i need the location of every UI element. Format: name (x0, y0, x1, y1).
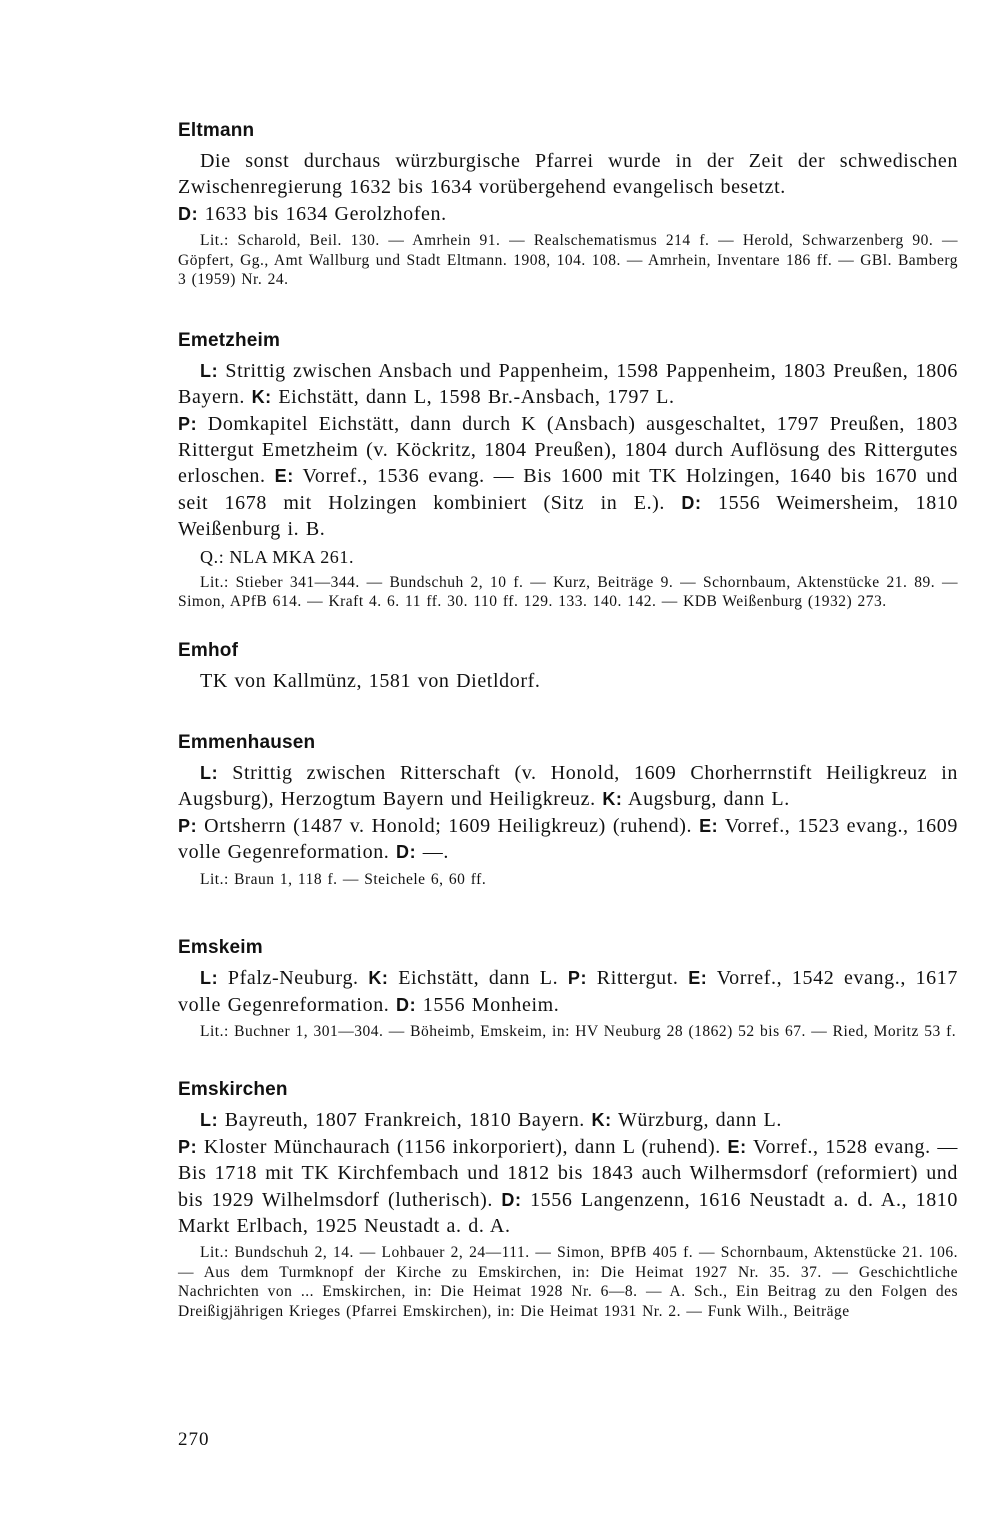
entry-title: Emmenhausen (178, 731, 316, 753)
keyword-d: D: (501, 1189, 522, 1210)
entry-body (178, 760, 958, 866)
body-text: Rittergut. (587, 967, 689, 990)
keyword-l: L: (200, 968, 219, 989)
keyword-e: E: (727, 1136, 747, 1157)
body-text: Kloster Münchaurach (1156 inkorporiert), dann L (ruhend). (197, 1135, 728, 1158)
body-text: —. (416, 841, 450, 864)
keyword-e: E: (688, 968, 708, 989)
literature: Lit.: Braun 1, 118 f. — Steichele 6, 60 ff. (200, 870, 487, 888)
body-text: 1556 Monheim. (416, 993, 560, 1016)
body-text: Vorref., 1542 evang., 1617 volle Gegenreformation. (178, 967, 958, 1016)
keyword-e: E: (274, 466, 294, 487)
body-text: Eichstätt, dann L. (388, 967, 568, 990)
body-text: 1633 bis 1634 Gerolzhofen. (198, 202, 447, 225)
entry-body (178, 148, 958, 227)
body-text: Strittig zwischen Ritterschaft (v. Honold, 1609 Chorherrnstift Heiligkreuz in Augsburg), Herzogtum Bayern und Heiligkreuz. (178, 761, 958, 811)
literature: Lit.: Stieber 341—344. — Bundschuh 2, 10 f. — Kurz, Beiträge 9. — Schornbaum, Aktenstücke 21. 89. — Simon, APfB 614. — Kraft 4. 6. 11 ff. 30. 110 ff. 129. 133. 140. 142. — KDB Weißenburg (1932) 273. (178, 573, 958, 611)
keyword-d: D: (396, 994, 417, 1015)
body-text: Strittig zwischen Ansbach und Pappenheim, 1598 Pappenheim, 1803 Preußen, 1806 Bayern. (178, 359, 958, 409)
body-text: 1556 Langenzenn, 1616 Neustadt a. d. A., 1810 Markt Erlbach, 1925 Neustadt a. d. A. (178, 1188, 958, 1238)
body-text: Vorref., 1523 evang., 1609 volle Gegenreformation. (178, 814, 958, 864)
keyword-k: K: (602, 789, 623, 810)
keyword-l: L: (200, 1110, 219, 1131)
literature: Lit.: Scharold, Beil. 130. — Amrhein 91. — Realschematismus 214 f. — Herold, Schwarzenberg 90. — Göpfert, Gg., Amt Wallburg und Stadt Eltmann. 1908, 104. 108. — Amrhein, Inventare 186 ff. — GBl. Bamberg 3 (1959) Nr. 24. (178, 232, 958, 289)
body-text: Domkapitel Eichstätt, dann durch K (Ansbach) ausgeschaltet, 1797 Preußen, 1803 Rittergut Emetzheim (v. Köckritz, 1804 Preußen), 1804 durch Auflösung des Rittergutes erloschen. (178, 412, 958, 488)
page-content (178, 118, 958, 1321)
body-text: Bayreuth, 1807 Frankreich, 1810 Bayern. (218, 1109, 592, 1132)
entry-body (178, 965, 958, 1018)
page-number: 270 (178, 1429, 210, 1450)
keyword-p: P: (178, 413, 198, 434)
keyword-d: D: (178, 203, 199, 224)
keyword-p: P: (178, 1136, 198, 1157)
keyword-l: L: (200, 360, 219, 381)
literature: Lit.: Buchner 1, 301—304. — Böheimb, Emskeim, in: HV Neuburg 28 (1862) 52 bis 67. — Ried, Moritz 53 f. (200, 1022, 957, 1040)
body-text: Die sonst durchaus würzburgische Pfarrei wurde in der Zeit der schwedischen Zwischenregierung 1632 bis 1634 vorübergehend evangelisch besetzt. (178, 150, 958, 199)
body-text: Ortsherrn (1487 v. Honold; 1609 Heiligkreuz) (ruhend). (197, 814, 700, 837)
entry-title: Emskirchen (178, 1079, 288, 1101)
keyword-e: E: (699, 815, 719, 836)
keyword-l: L: (200, 762, 219, 783)
keyword-p: P: (567, 968, 588, 989)
keyword-k: K: (251, 387, 272, 408)
keyword-k: K: (591, 1110, 612, 1131)
body-text: 1556 Weimersheim, 1810 Weißenburg i. B. (178, 491, 959, 541)
entry-title: Emhof (178, 639, 239, 661)
body-text: Würzburg, dann L. (611, 1109, 782, 1132)
entry-body (178, 1107, 958, 1239)
body-text: Augsburg, dann L. (622, 788, 790, 811)
entry-eltmann (178, 118, 958, 290)
keyword-d: D: (396, 842, 417, 863)
entry-emskirchen (178, 1077, 958, 1321)
entry-title: Emskeim (178, 937, 263, 959)
entry-emmenhausen (178, 730, 958, 889)
entry-title: Eltmann (178, 120, 255, 141)
body-text: Pfalz-Neuburg. (218, 967, 369, 990)
entry-emhof (178, 638, 958, 694)
keyword-k: K: (368, 968, 389, 989)
entry-emskeim (178, 935, 958, 1041)
entry-emetzheim (178, 328, 958, 612)
sources: Q.: NLA MKA 261. (200, 546, 355, 567)
entry-body (178, 358, 958, 543)
entry-body: TK von Kallmünz, 1581 von Dietldorf. (200, 669, 541, 692)
literature: Lit.: Bundschuh 2, 14. — Lohbauer 2, 24—111. — Simon, BPfB 405 f. — Schornbaum, Aktenstücke 21. 106. — Aus dem Turmknopf der Kirche zu Emskirchen, in: Die Heimat 1927 Nr. 35. 37. — Geschichtliche Nachrichten von ... Emskirchen, in: Die Heimat 1928 Nr. 6—8. — A. Sch., Ein Beitrag zu den Folgen des Dreißigjährigen Krieges (Pfarrei Emskirchen), in: Die Heimat 1931 Nr. 2. — Funk Wilh., Beiträge (178, 1244, 958, 1320)
keyword-p: P: (178, 815, 198, 836)
keyword-d: D: (681, 492, 702, 513)
body-text: Vorref., 1536 evang. — Bis 1600 mit TK Holzingen, 1640 bis 1670 und seit 1678 mit Holzingen kombiniert (Sitz in E.). (178, 465, 959, 514)
body-text: Vorref., 1528 evang. — Bis 1718 mit TK Kirchfembach und 1812 bis 1843 auch Wilhermsdorf (reformiert) und bis 1929 Wilhelmsdorf (lutherisch). (178, 1135, 958, 1211)
entry-title: Emetzheim (178, 329, 281, 351)
body-text: Eichstätt, dann L, 1598 Br.-Ansbach, 1797 L. (271, 386, 675, 409)
